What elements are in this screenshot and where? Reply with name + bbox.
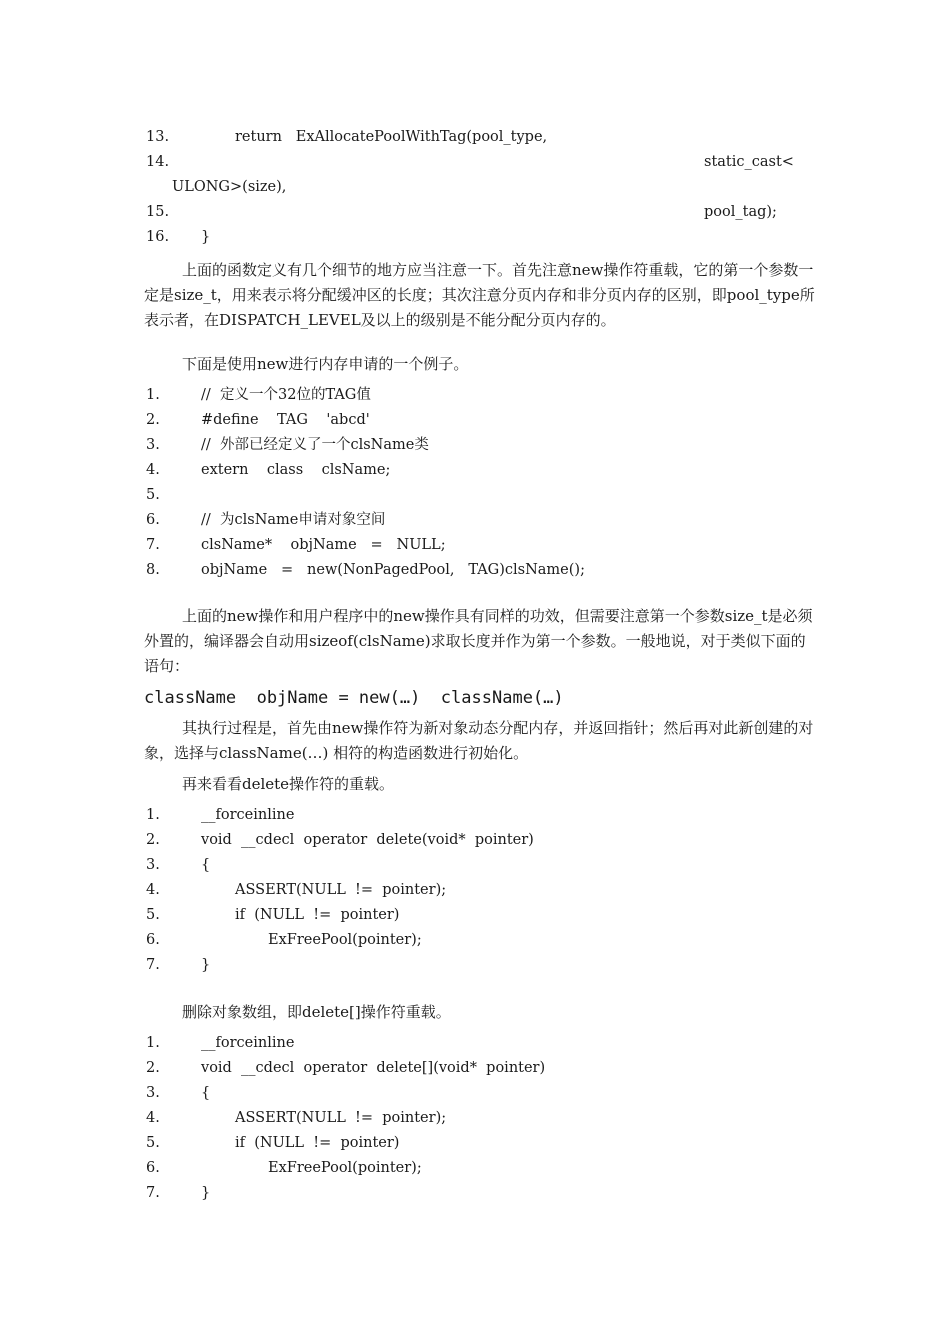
code-line: if (NULL != pointer) xyxy=(235,1135,400,1151)
line-number: 6. xyxy=(146,932,160,948)
paragraph-delete-intro: 再来看看delete操作符的重载。 xyxy=(182,775,395,793)
code-line: #define TAG 'abcd' xyxy=(201,412,370,428)
line-number: 13. xyxy=(146,129,170,145)
code-line: } xyxy=(201,957,211,973)
code-line: // 定义一个32位的TAG值 xyxy=(201,387,371,403)
paragraph-new-overload-notes: 上面的函数定义有几个细节的地方应当注意一下。首先注意new操作符重载，它的第一个参数一定是size_t，用来表示将分配缓冲区的长度；其次注意分页内存和非分页内存的区别，即pool_type所表示者，在DISPATCH_LEVEL及以上的级别是不能分配分页内存的。 xyxy=(144,261,815,329)
line-number: 2. xyxy=(146,832,160,848)
paragraph-delete-array-intro: 删除对象数组，即delete[]操作符重载。 xyxy=(182,1003,451,1021)
paragraph-new-example-intro: 下面是使用new进行内存申请的一个例子。 xyxy=(182,355,469,373)
line-number: 16. xyxy=(146,229,170,245)
line-number: 15. xyxy=(146,204,170,220)
line-number: 6. xyxy=(146,1160,160,1176)
line-number: 4. xyxy=(146,462,160,478)
code-line: ExFreePool(pointer); xyxy=(268,932,422,948)
line-number: 3. xyxy=(146,1085,160,1101)
code-line: objName = new(NonPagedPool, TAG)clsName(); xyxy=(201,562,585,578)
line-number: 2. xyxy=(146,1060,160,1076)
line-number: 7. xyxy=(146,537,160,553)
line-number: 7. xyxy=(146,957,160,973)
paragraph-execution-process: 其执行过程是，首先由new操作符为新对象动态分配内存，并返回指针；然后再对此新创建的对象，选择与className(…) 相符的构造函数进行初始化。 xyxy=(144,719,814,762)
code-line: pool_tag); xyxy=(704,204,777,220)
line-number: 5. xyxy=(146,487,160,503)
line-number: 3. xyxy=(146,437,160,453)
code-line: void __cdecl operator delete(void* pointer) xyxy=(201,832,534,848)
code-line: void __cdecl operator delete[](void* pointer) xyxy=(201,1060,546,1076)
line-number: 4. xyxy=(146,882,160,898)
code-line: extern class clsName; xyxy=(201,462,391,478)
line-number: 5. xyxy=(146,907,160,923)
code-line: __forceinline xyxy=(201,1035,295,1051)
code-line: ULONG>(size), xyxy=(172,179,287,195)
statement-example: className objName = new(…) className(…) xyxy=(144,688,564,708)
code-line: { xyxy=(201,857,211,873)
paragraph-new-usage: 上面的new操作和用户程序中的new操作具有同样的功效，但需要注意第一个参数size_t是必须外置的，编译器会自动用sizeof(clsName)求取长度并作为第一个参数。一般地说，对于类似下面的语句： xyxy=(144,607,813,675)
code-line: clsName* objName = NULL; xyxy=(201,537,446,553)
line-number: 3. xyxy=(146,857,160,873)
code-line: if (NULL != pointer) xyxy=(235,907,400,923)
line-number: 7. xyxy=(146,1185,160,1201)
code-line: ExFreePool(pointer); xyxy=(268,1160,422,1176)
line-number: 8. xyxy=(146,562,160,578)
line-number: 2. xyxy=(146,412,160,428)
code-line: } xyxy=(201,229,211,245)
line-number: 5. xyxy=(146,1135,160,1151)
code-line: ASSERT(NULL != pointer); xyxy=(235,1110,447,1126)
code-line: ASSERT(NULL != pointer); xyxy=(235,882,447,898)
code-line: { xyxy=(201,1085,211,1101)
line-number: 4. xyxy=(146,1110,160,1126)
code-line: __forceinline xyxy=(201,807,295,823)
code-line: static_cast< xyxy=(704,154,794,170)
line-number: 1. xyxy=(146,1035,160,1051)
line-number: 6. xyxy=(146,512,160,528)
code-line: return ExAllocatePoolWithTag(pool_type, xyxy=(235,129,548,145)
line-number: 14. xyxy=(146,154,170,170)
code-line: // 为clsName申请对象空间 xyxy=(201,512,386,528)
line-number: 1. xyxy=(146,807,160,823)
line-number: 1. xyxy=(146,387,160,403)
code-line: // 外部已经定义了一个clsName类 xyxy=(201,437,429,453)
code-line: } xyxy=(201,1185,211,1201)
